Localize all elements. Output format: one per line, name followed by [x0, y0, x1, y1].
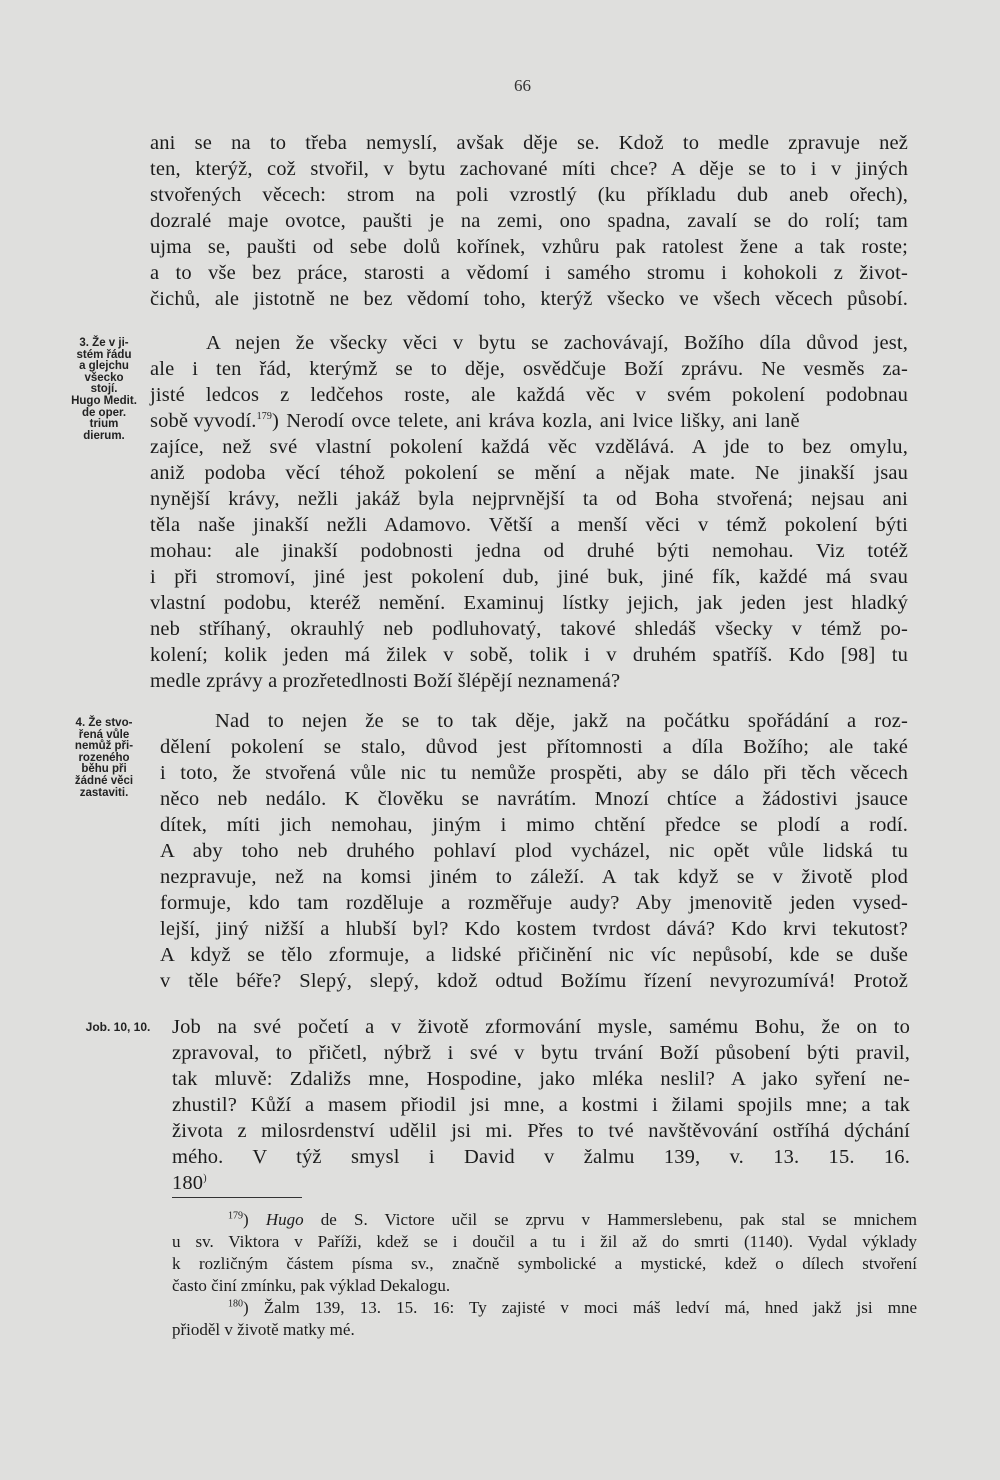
text-line: jisté ledcos z ledčehos roste, ale každá věc v svém pokolení podobnau [150, 384, 908, 406]
marginal-line: trium [89, 418, 119, 431]
text-line: neb stříhaný, okrauhlý neb podluhovatý, takové shledáš všecky v témž po- [150, 618, 908, 640]
marginal-line: Hugo Medit. [71, 394, 137, 407]
text-line: dítek, míti jich nemohau, jiným i mimo chtění předce se plodí a rodí. [160, 814, 908, 836]
text-line [150, 408, 908, 434]
text-line: vlastní podobu, kteréž nemění. Examinuj lístky jejich, jak jeden jest hladký [150, 592, 908, 614]
marginal-line: 3. Že v ji- [79, 337, 129, 349]
text-line: Job na své početí a v životě zformování mysle, samému Bohu, že on to [172, 1016, 910, 1038]
text-line: Nad to nejen že se to tak děje, jakž na počátku spořádání a roz- [215, 710, 908, 732]
text-line: těla naše jinakší nežli Adamovo. Větší a menší věci v témž pokolení býti [150, 514, 908, 536]
text-line: dělení pokolení se stalo, důvod jest přítomnosti a díla Božího; ale také [160, 736, 908, 758]
text-line: stvořených věcech: strom na poli vzrostlý (ku příkladu dub aneb ořech), [150, 184, 908, 206]
text-line: čichů, ale jistotně ne bez vědomí toho, kterýž všecko ve všech věcech působí. [150, 288, 908, 310]
text-line: nynější krávy, nežli jakáž byla nejprvnější ta od Boha stvořená; nejsau ani [150, 488, 908, 510]
footnote-ref: 179 [256, 411, 273, 423]
text-line: lejší, jiný nižší a hlubší byl? Kdo kostem tvrdost dává? Kdo krvi tekutost? [160, 918, 908, 940]
marginal-line: nemůž při- [74, 740, 134, 753]
text-line: v těle béře? Slepý, slepý, kdož odtud Božímu řízení nevyrozumívá! Protož [160, 970, 908, 992]
text-line: medle zprávy a prozřetedlnosti Boží šlépějí neznamená? [150, 670, 621, 692]
text-line: aniž podoba věcí téhož pokolení se mění a nějak mate. Ne jinakší jsau [150, 462, 908, 484]
marginal-note-4 [56, 718, 152, 799]
text-line: i při stromoví, jiné jest pokolení dub, jiné buk, jiné fík, každé má svau [150, 566, 908, 588]
marginal-line: žádné věci [74, 774, 134, 787]
text-line: a to vše bez práce, starosti a vědomí i samého stromu i kohokoli z život- [150, 262, 908, 284]
text-line [172, 1170, 910, 1196]
footnote-line: k rozličným částem písma sv., značně symbolické a mystické, kdež o dílech stvoření [172, 1254, 917, 1273]
footnote-line [228, 1210, 917, 1231]
text-line: zhustil? Kůží a masem přiodil jsi mne, a kostmi i žilami spojils mne; a tak [172, 1094, 910, 1116]
marginal-line: dierum. [83, 429, 125, 442]
marginal-line: 4. Že stvo- [75, 717, 133, 729]
text-line: ujma se, paušti od sebe dolů kořínek, vzhůru pak ratolest žene a tak roste; [150, 236, 908, 258]
text-line: kolení; kolik jeden má žilek v sobě, tolik i v druhém spatříš. Kdo [98] tu [150, 644, 908, 666]
footnote-text: de S. Victore učil se zprvu v Hammerslebenu, pak stal se mnichem [303, 1210, 917, 1229]
text-line: zajíce, než své vlastní pokolení každá věc vzdělává. A jde to bez omylu, [150, 436, 908, 458]
marginal-line: zastaviti. [79, 786, 129, 799]
marginal-line: běhu při [81, 763, 127, 776]
footnote-line: často činí zmínku, pak výklad Dekalogu. [172, 1276, 451, 1295]
footnote-paren: ) [243, 1210, 249, 1229]
text-line: něco neb nedálo. K člověku se navrátím. Mnozí chtíce a žádostivi jsauce [160, 788, 908, 810]
text-line: i toto, že stvořená vůle nic tu nemůže prospěti, aby se dálo při těch věcech [160, 762, 908, 784]
footnote-number: 180 [228, 1298, 243, 1310]
text-span: 180 [172, 1172, 204, 1194]
footnote-line: u sv. Viktora v Paříži, kdež se i doučil a tu i žil až do smrti (1140). Vydal výklady [172, 1232, 917, 1251]
text-line: dozralé maje ovotce, paušti je na zemi, ono spadna, zavalí se do rolí; tam [150, 210, 908, 232]
text-line: ten, kterýž, což stvořil, v bytu zachované míti chce? A děje se to i v jiných [150, 158, 908, 180]
footnote-line: přioděl v životě matky mé. [172, 1320, 355, 1339]
marginal-line: všecko [84, 371, 124, 384]
marginal-line: rozeného [78, 751, 130, 764]
text-line: života z milosrdenství udělil jsi mi. Přes to tvé navštěvování ostříhá dýchání [172, 1120, 910, 1142]
footnote-number: 179 [228, 1210, 243, 1222]
text-line: formuje, kdo tam rozděluje a rozměřuje audy? Aby jmenovitě jeden vysed- [160, 892, 908, 914]
marginal-line: stém řádu [76, 348, 132, 361]
text-line: mohau: ale jinakší podobnosti jedna od druhé býti nemohau. Viz totéž [150, 540, 908, 562]
text-line: A když se tělo zformuje, a lidské přičinění nic víc nepůsobí, kde se duše [160, 944, 908, 966]
text-line: A aby toho neb druhého pohlaví plod vycházel, nic opět vůle lidská tu [160, 840, 908, 862]
text-line: tak mluvě: Zdaližs mne, Hospodine, jako mléka neslil? A jako syření ne- [172, 1068, 910, 1090]
text-line: ale i ten řád, kterýmž se to děje, osvědčuje Boží zprávu. Ne vesměs za- [150, 358, 908, 380]
marginal-job-reference: Job. 10, 10. [85, 1020, 151, 1034]
text-span: sobě vyvodí. [150, 410, 257, 432]
text-line: ani se na to třeba nemyslí, avšak děje se. Kdož to medle zpravuje než [150, 132, 908, 154]
text-line: A nejen že všecky věci v bytu se zachovávají, Božího díla důvod jest, [206, 332, 908, 354]
marginal-line: stojí. [90, 383, 118, 396]
marginal-note-3 [56, 338, 152, 442]
footnote-ref: ) [203, 1173, 207, 1185]
marginal-line: de oper. [81, 406, 127, 419]
text-line: nezpravuje, než na komsi jiném to záleží. A tak když se v životě plod [160, 866, 908, 888]
text-line: mého. V týž smysl i David v žalmu 139, v. 13. 15. 16. [172, 1146, 910, 1168]
marginal-line: řená vůle [78, 728, 130, 741]
footnote-rule [172, 1197, 302, 1198]
page-number: 66 [514, 76, 531, 95]
footnote-text: Žalm 139, 13. 15. 16: Ty zajisté v moci máš ledví má, hned jakž jsi mne [248, 1298, 917, 1317]
footnote-line [228, 1298, 917, 1319]
text-span: ) Nerodí ovce telete, ani kráva kozla, ani lvice lišky, ani laně [272, 410, 800, 432]
footnote-paren: ) [243, 1298, 249, 1317]
footnote-italic: Hugo [265, 1210, 304, 1229]
marginal-line: a glejchu [79, 360, 129, 373]
text-line: zpravoval, to přičetl, nýbrž i své v bytu trvání Boží působení býti pravil, [172, 1042, 910, 1064]
